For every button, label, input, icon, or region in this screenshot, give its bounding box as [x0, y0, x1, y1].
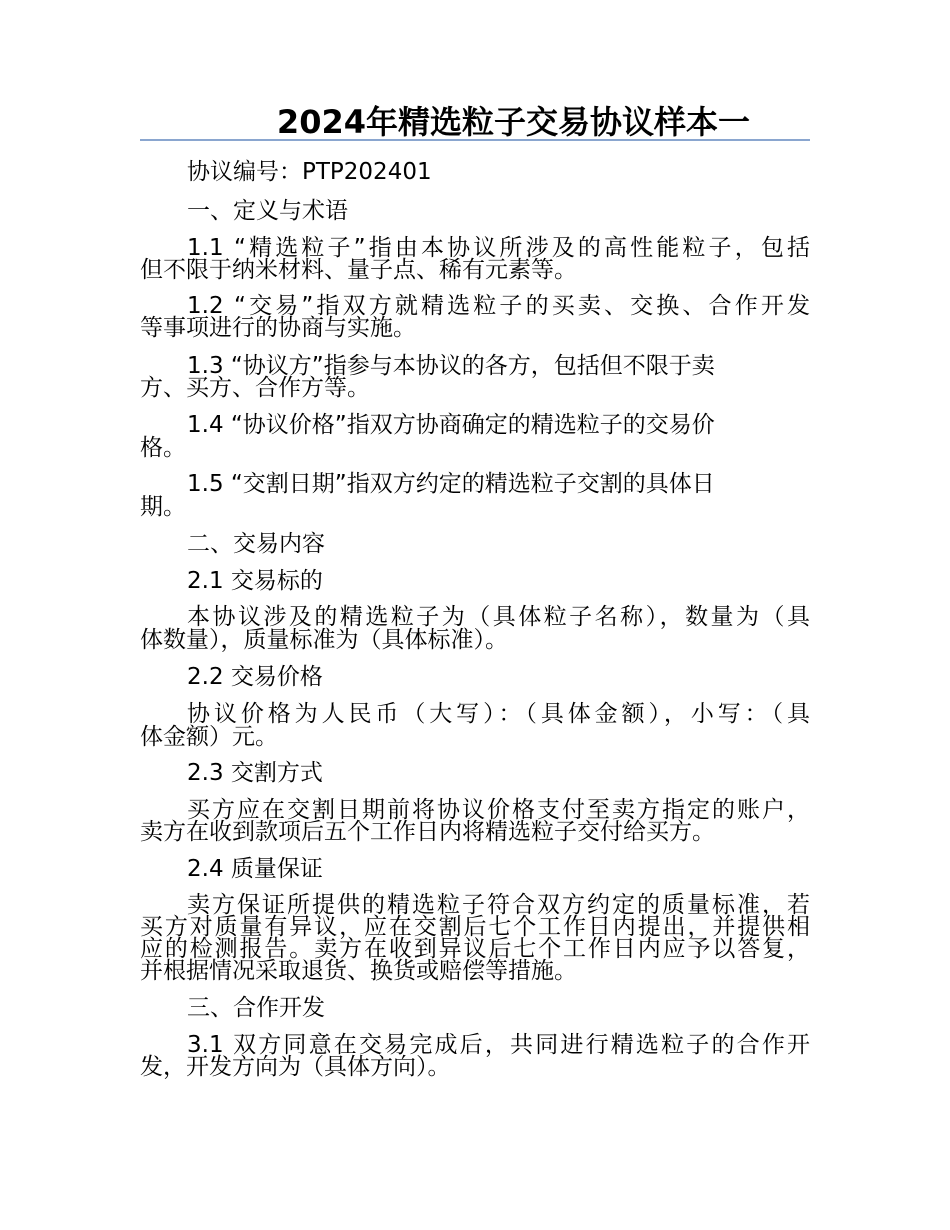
subsection-2-4-line-4: 并根据情况采取退货、换货或赔偿等措施。 — [140, 958, 577, 984]
subsection-2-1-line-1: 本协议涉及的精选粒子为（具体粒子名称），数量为（具 — [187, 604, 810, 630]
definition-1-4-line-2: 格。 — [140, 435, 186, 461]
subsection-2-1-heading: 2.1 交易标的 — [187, 568, 323, 594]
subsection-2-3-heading: 2.3 交割方式 — [187, 760, 323, 786]
section-1-heading: 一、定义与术语 — [187, 198, 348, 224]
subsection-3-1-line-1: 3.1 双方同意在交易完成后，共同进行精选粒子的合作开 — [187, 1032, 810, 1058]
agreement-number: 协议编号：PTP202401 — [187, 159, 432, 185]
document-title: 2024年精选粒子交易协议样本一 — [276, 103, 750, 141]
subsection-2-3-line-1: 买方应在交割日期前将协议价格支付至卖方指定的账户， — [187, 797, 810, 823]
definition-1-2-line-2: 等事项进行的协商与实施。 — [140, 315, 416, 341]
subsection-2-4-heading: 2.4 质量保证 — [187, 856, 323, 882]
title-underline — [140, 139, 810, 141]
definition-1-5-line-1: 1.5 “交割日期”指双方约定的精选粒子交割的具体日 — [187, 471, 715, 497]
subsection-2-2-line-2: 体金额）元。 — [140, 724, 278, 750]
subsection-3-1-line-2: 发，开发方向为（具体方向）。 — [140, 1054, 451, 1080]
definition-1-3-line-2: 方、买方、合作方等。 — [140, 375, 370, 401]
subsection-2-4-line-3: 应的检测报告。卖方在收到异议后七个工作日内应予以答复， — [140, 936, 810, 962]
subsection-2-1-line-2: 体数量），质量标准为（具体标准）。 — [140, 627, 508, 653]
definition-1-2-line-1: 1.2 “交易”指双方就精选粒子的买卖、交换、合作开发 — [187, 293, 810, 319]
subsection-2-2-heading: 2.2 交易价格 — [187, 664, 323, 690]
definition-1-1-line-2: 但不限于纳米材料、量子点、稀有元素等。 — [140, 257, 577, 283]
definition-1-3-line-1: 1.3 “协议方”指参与本协议的各方，包括但不限于卖 — [187, 353, 715, 379]
definition-1-1-line-1: 1.1 “精选粒子”指由本协议所涉及的高性能粒子，包括 — [187, 235, 810, 261]
section-3-heading: 三、合作开发 — [187, 995, 325, 1021]
subsection-2-2-line-1: 协议价格为人民币（大写）：（具体金额），小写：（具 — [187, 701, 810, 727]
subsection-2-3-line-2: 卖方在收到款项后五个工作日内将精选粒子交付给买方。 — [140, 819, 715, 845]
subsection-2-4-line-2: 买方对质量有异议，应在交割后七个工作日内提出，并提供相 — [140, 914, 810, 940]
section-2-heading: 二、交易内容 — [187, 531, 325, 557]
subsection-2-4-line-1: 卖方保证所提供的精选粒子符合双方约定的质量标准，若 — [187, 892, 810, 918]
definition-1-4-line-1: 1.4 “协议价格”指双方协商确定的精选粒子的交易价 — [187, 412, 715, 438]
definition-1-5-line-2: 期。 — [140, 494, 186, 520]
